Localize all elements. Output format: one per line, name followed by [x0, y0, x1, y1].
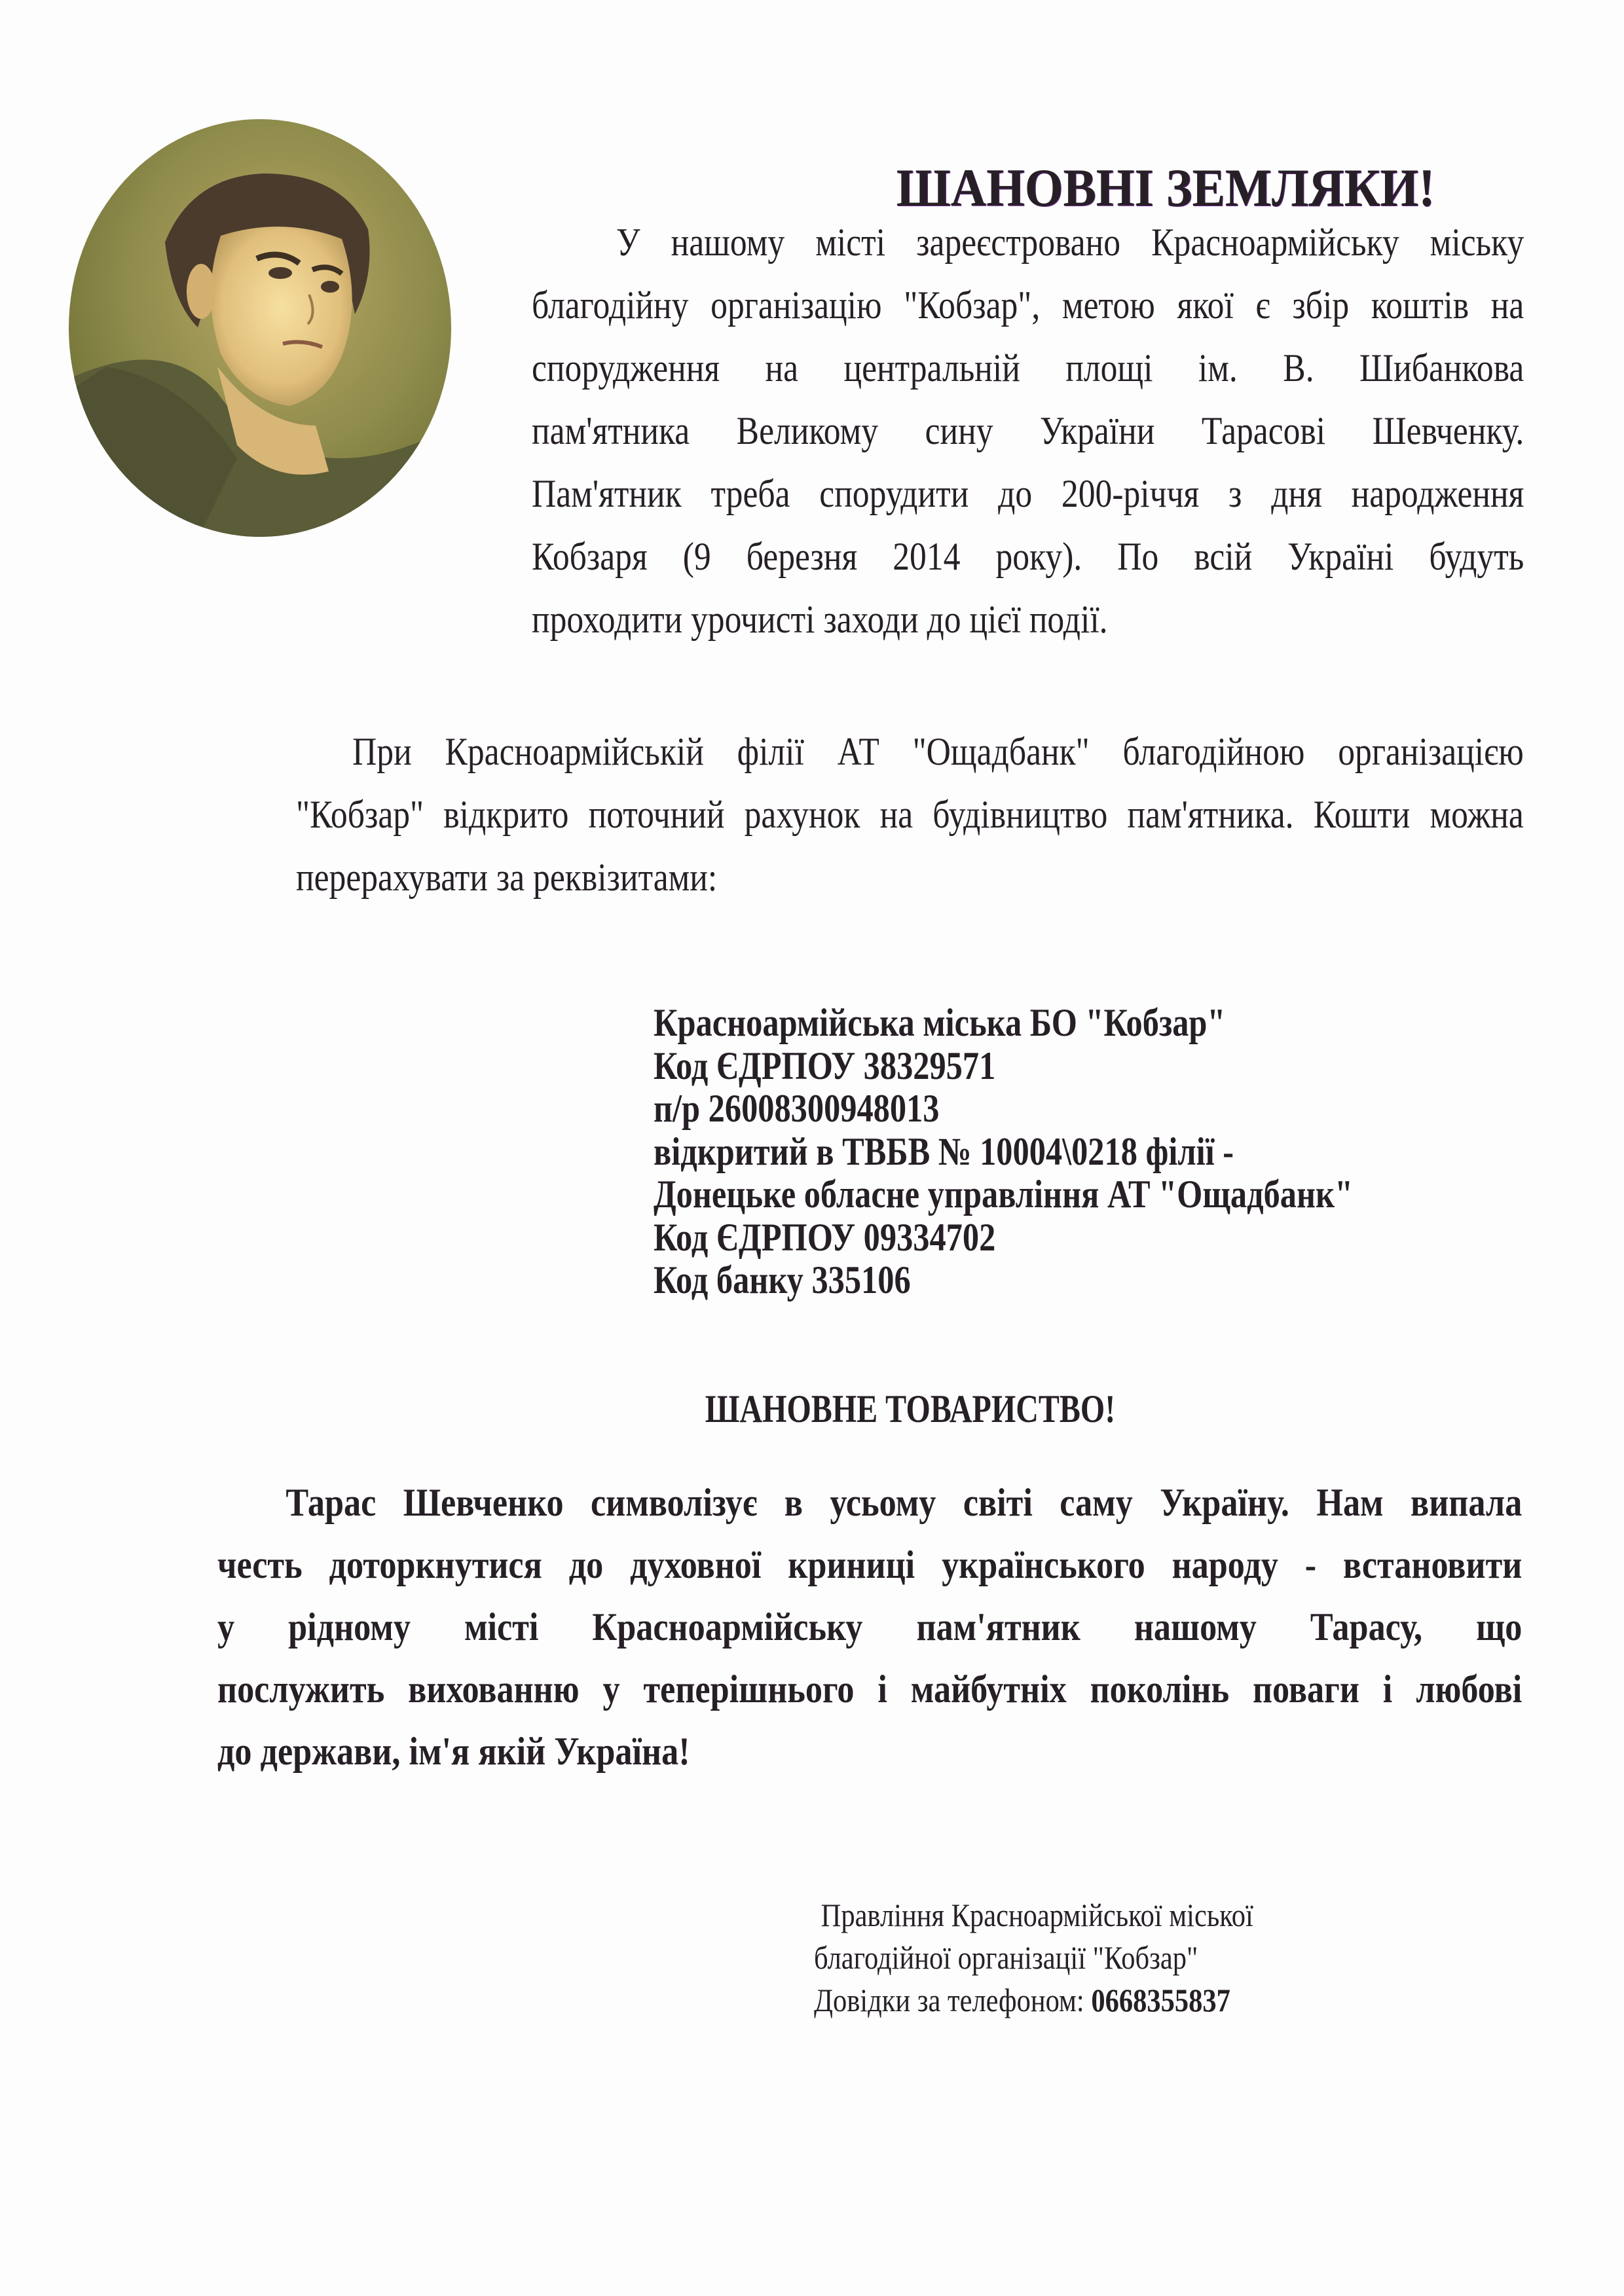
paragraph-line: честь доторкнутися до духовної криниці українського народу - встановити: [217, 1543, 1522, 1586]
paragraph-line: перерахувати за реквізитами:: [296, 856, 718, 899]
paragraph-line: Тарас Шевченко символізує в усьому світі саму Україну. Нам випала: [286, 1481, 1522, 1524]
bank-detail-branch: відкритий в ТВБВ № 10004\0218 філії -: [654, 1129, 1234, 1173]
paragraph-line: У нашому місті зареєстровано Красноармійську міську: [616, 221, 1524, 264]
shevchenko-portrait-image: [67, 118, 453, 538]
appeal-paragraph: [217, 1472, 1522, 1783]
bank-detail-bank-code: Код банку 335106: [654, 1258, 911, 1302]
signature-block: [814, 1894, 1253, 2022]
paragraph-line: до держави, ім'я якій Україна!: [217, 1730, 690, 1773]
paragraph-line: у рідному місті Красноармійську пам'ятник нашому Тарасу, що: [217, 1605, 1522, 1649]
phone-number: 0668355837: [1091, 1982, 1230, 2018]
bank-detail-account: п/р 26008300948013: [654, 1087, 940, 1130]
paragraph-line: При Красноармійській філії АТ "Ощадбанк" благодійною організацією: [352, 730, 1524, 773]
paragraph-line: благодійну організацію "Кобзар", метою якої є збір коштів на: [532, 283, 1524, 327]
paragraph-line: Пам'ятник треба спорудити до 200-річчя з дня народження: [532, 472, 1524, 515]
page-title: ШАНОВНІ ЗЕМЛЯКИ!: [896, 158, 1435, 217]
bank-detail-bank-name: Донецьке обласне управління АТ "Ощадбанк": [654, 1173, 1354, 1216]
bank-details: [654, 1002, 1353, 1302]
paragraph-line: проходити урочисті заходи до цієї події.: [532, 598, 1108, 641]
paragraph-line: спорудження на центральній площі ім. В. Шибанкова: [532, 346, 1524, 390]
bank-account-paragraph: [296, 720, 1524, 909]
paragraph-line: Кобзаря (9 березня 2014 року). По всій Україні будуть: [532, 535, 1524, 578]
phone-label: Довідки за телефоном:: [814, 1982, 1084, 2018]
signature-line-1: Правління Красноармійської міської: [821, 1897, 1253, 1933]
signature-line-2: благодійної організації "Кобзар": [814, 1939, 1198, 1976]
bank-detail-organization: Красноармійська міська БО "Кобзар": [654, 1001, 1226, 1044]
paragraph-line: пам'ятника Великому сину України Тарасові Шевченку.: [532, 409, 1524, 452]
bank-detail-org-code: Код ЄДРПОУ 38329571: [654, 1044, 996, 1087]
section-title: ШАНОВНЕ ТОВАРИСТВО!: [705, 1387, 1116, 1430]
paragraph-line: послужить вихованню у теперішнього і майбутніх поколінь поваги і любові: [217, 1667, 1522, 1711]
contact-line: [814, 1979, 1253, 2022]
intro-paragraph: [532, 211, 1524, 651]
paragraph-line: "Кобзар" відкрито поточний рахунок на будівництво пам'ятника. Кошти можна: [296, 793, 1524, 836]
bank-detail-bank-code-edrpou: Код ЄДРПОУ 09334702: [654, 1215, 996, 1259]
